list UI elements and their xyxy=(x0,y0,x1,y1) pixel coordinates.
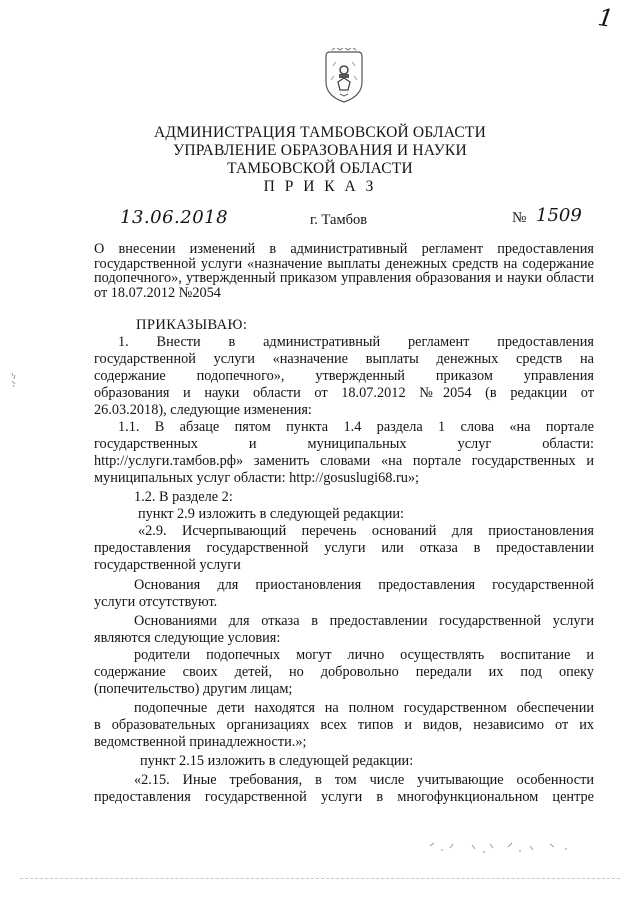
paragraph-line: 1. Внести в административный регламент предоставления xyxy=(118,334,594,350)
order-number-label: № xyxy=(512,210,527,226)
paragraph-line: родители подопечных могут лично осуществлять воспитание и xyxy=(134,647,594,663)
paragraph-line: «2.9. Исчерпывающий перечень оснований для приостановления xyxy=(138,523,594,539)
paragraph-line: муниципальных услуг области: http://gosuslugi68.ru»; xyxy=(94,470,419,486)
paragraph-line: http://услуги.тамбов.рф» заменить словами «на портале государственных и xyxy=(94,453,594,469)
paragraph-line: предоставления государственной услуги в многофункциональном центре xyxy=(94,789,594,805)
order-date: 13.06.2018 xyxy=(120,207,229,228)
page-number: 1 xyxy=(596,3,616,33)
header-line-1: АДМИНИСТРАЦИЯ ТАМБОВСКОЙ ОБЛАСТИ xyxy=(154,124,486,141)
paragraph-line: государственной услуги xyxy=(94,557,241,573)
paragraph-line: Основания для приостановления предоставления государственной xyxy=(134,577,594,593)
coat-of-arms-emblem xyxy=(322,48,366,104)
paragraph-line: Основаниями для отказа в предоставлении государственной услуги xyxy=(134,613,594,629)
paragraph-line: 26.03.2018), следующие изменения: xyxy=(94,402,312,418)
paragraph-line: пункт 2.15 изложить в следующей редакции: xyxy=(140,753,414,769)
paragraph-line: содержание своих детей, но добровольно передали их под опеку xyxy=(94,664,594,680)
paragraph-line: «2.15. Иные требования, в том числе учитывающие особенности xyxy=(134,772,594,788)
paragraph-line: подопечные дети находятся на полном государственном обеспечении xyxy=(134,700,594,716)
paragraph-line: (попечительство) другим лицам; xyxy=(94,681,293,697)
scan-artifact xyxy=(420,832,580,858)
paragraph-line: пункт 2.9 изложить в следующей редакции: xyxy=(138,506,405,522)
paragraph-line: государственных и муниципальных услуг области: xyxy=(94,436,594,452)
paragraph-line: 1.1. В абзаце пятом пункта 1.4 раздела 1 слова «на портале xyxy=(118,419,594,435)
paragraph-line: являются следующие условия: xyxy=(94,630,281,646)
paragraph-line: услуги отсутствуют. xyxy=(94,594,218,610)
paragraph-line: ведомственной принадлежности.»; xyxy=(94,734,307,750)
paragraph-line: содержание подопечного», утвержденный приказом управления xyxy=(94,368,594,384)
order-subject: О внесении изменений в административный регламент предоставления государственной услуги «назначение выплаты денежных средств на содержание подопечного», утвержденный приказом управления образования и науки области от 18.07.2012 №2054 xyxy=(94,241,594,301)
scan-edge-line xyxy=(20,878,620,880)
order-directive: ПРИКАЗЫВАЮ: xyxy=(136,317,248,333)
paragraph-line: предоставления государственной услуги или отказа в предоставлении xyxy=(94,540,594,556)
paragraph-line: 1.2. В разделе 2: xyxy=(134,489,233,505)
order-number-value: 1509 xyxy=(536,205,582,226)
paragraph-line: в образовательных организациях всех типов и видов, независимо от их xyxy=(94,717,594,733)
order-city: г. Тамбов xyxy=(310,212,368,228)
header-line-3: ТАМБОВСКОЙ ОБЛАСТИ xyxy=(227,160,413,177)
header-line-2: УПРАВЛЕНИЕ ОБРАЗОВАНИЯ И НАУКИ xyxy=(173,142,467,159)
scan-artifact xyxy=(10,372,18,388)
paragraph-line: образования и науки области от 18.07.2012 №2054 (в редакции от xyxy=(94,385,594,401)
paragraph-line: государственной услуги «назначение выплаты денежных средств на xyxy=(94,351,594,367)
document-type-title: П Р И К А З xyxy=(263,178,377,195)
